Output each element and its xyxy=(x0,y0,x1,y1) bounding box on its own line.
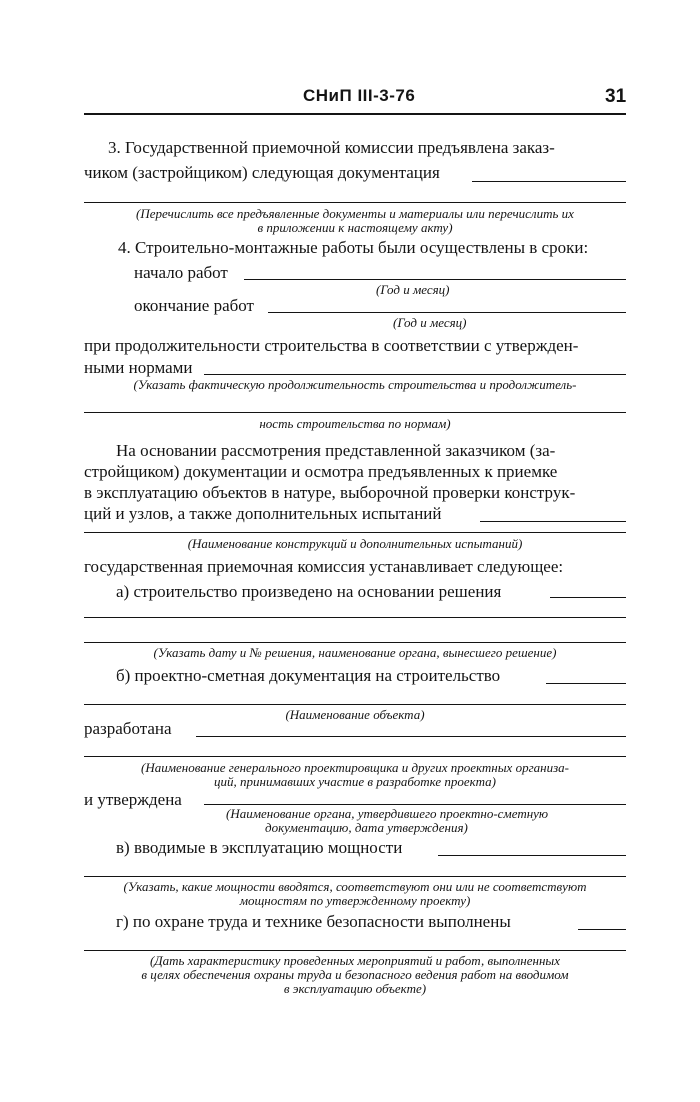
documents-field-line2[interactable] xyxy=(84,202,626,203)
developed-label: разработана xyxy=(84,719,172,738)
section3-line2: чиком (застройщиком) следующая документация xyxy=(84,163,440,182)
end-date-field[interactable] xyxy=(268,312,626,313)
section4-line1: 4. Строительно-монтажные работы были осуществлены в сроки: xyxy=(118,238,589,257)
approval-note-line1: (Наименование органа, утвердившего проектно-сметную xyxy=(226,806,549,821)
document-code: СНиП III-3-76 xyxy=(303,86,416,105)
object-field[interactable] xyxy=(546,683,626,684)
capacity-field[interactable] xyxy=(438,855,626,856)
basis-line2: стройщиком) документации и осмотра предъявленных к приемке xyxy=(84,462,558,481)
capacity-note-line2: мощностям по утвержденному проекту) xyxy=(239,893,471,908)
documents-note-line1: (Перечислить все предъявленные документы и материалы или перечислить их xyxy=(136,206,574,221)
documents-note-line2: в приложении к настоящему акту) xyxy=(257,220,453,235)
safety-note-line3: в эксплуатацию объекте) xyxy=(283,981,427,996)
developer-note-line1: (Наименование генерального проектировщика и других проектных организа- xyxy=(141,760,569,775)
start-date-field[interactable] xyxy=(244,279,626,280)
approval-note-line2: документацию, дата утверждения) xyxy=(265,820,468,835)
section3-line1: 3. Государственной приемочной комиссии предъявлена заказ- xyxy=(108,138,555,157)
header-rule xyxy=(84,113,626,115)
tests-field-line2[interactable] xyxy=(84,532,626,533)
duration-note-line1: (Указать фактическую продолжительность строительства и продолжитель- xyxy=(133,377,577,392)
start-date-note: (Год и месяц) xyxy=(376,282,450,297)
approved-label: и утверждена xyxy=(84,790,182,809)
item-b-text: б) проектно-сметная документация на строительство xyxy=(116,666,501,685)
duration-field[interactable] xyxy=(204,374,626,375)
end-label: окончание работ xyxy=(134,296,254,315)
developer-field-line2[interactable] xyxy=(84,756,626,757)
decision-note: (Указать дату и № решения, наименование органа, вынесшего решение) xyxy=(153,645,557,660)
basis-line1: На основании рассмотрения представленной заказчиком (за- xyxy=(116,441,556,460)
safety-field-line2[interactable] xyxy=(84,950,626,951)
item-v-text: в) вводимые в эксплуатацию мощности xyxy=(116,838,403,857)
developer-field[interactable] xyxy=(196,736,626,737)
capacity-note-line1: (Указать, какие мощности вводятся, соответствуют они или не соответствуют xyxy=(123,879,587,894)
safety-note-line1: (Дать характеристику проведенных мероприятий и работ, выполненных xyxy=(150,953,560,968)
basis-line4: ций и узлов, а также дополнительных испытаний xyxy=(84,504,442,523)
safety-field[interactable] xyxy=(578,929,626,930)
tests-field[interactable] xyxy=(480,521,626,522)
object-note: (Наименование объекта) xyxy=(285,707,425,722)
duration-field-line2[interactable] xyxy=(84,412,626,413)
duration-line2: ными нормами xyxy=(84,358,193,377)
tests-note: (Наименование конструкций и дополнительных испытаний) xyxy=(187,536,523,551)
object-field-line2[interactable] xyxy=(84,704,626,705)
item-a-text: а) строительство произведено на основании решения xyxy=(116,582,502,601)
capacity-field-line2[interactable] xyxy=(84,876,626,877)
duration-note-line2: ность строительства по нормам) xyxy=(259,416,451,431)
basis-line3: в эксплуатацию объектов в натуре, выборочной проверки конструк- xyxy=(84,483,576,502)
decision-field-line3[interactable] xyxy=(84,642,626,643)
duration-line1: при продолжительности строительства в соответствии с утвержден- xyxy=(84,336,579,355)
item-g-text: г) по охране труда и технике безопасности выполнены xyxy=(116,912,511,931)
page-number: 31 xyxy=(605,86,627,107)
decision-field[interactable] xyxy=(550,597,626,598)
end-date-note: (Год и месяц) xyxy=(393,315,467,330)
approval-field[interactable] xyxy=(204,804,626,805)
documents-field[interactable] xyxy=(472,181,626,182)
decision-field-line2[interactable] xyxy=(84,617,626,618)
safety-note-line2: в целях обеспечения охраны труда и безопасного ведения работ на вводимом xyxy=(141,967,569,982)
developer-note-line2: ций, принимавших участие в разработке проекта) xyxy=(214,774,496,789)
basis-line5: государственная приемочная комиссия устанавливает следующее: xyxy=(84,557,564,576)
start-label: начало работ xyxy=(134,263,228,282)
